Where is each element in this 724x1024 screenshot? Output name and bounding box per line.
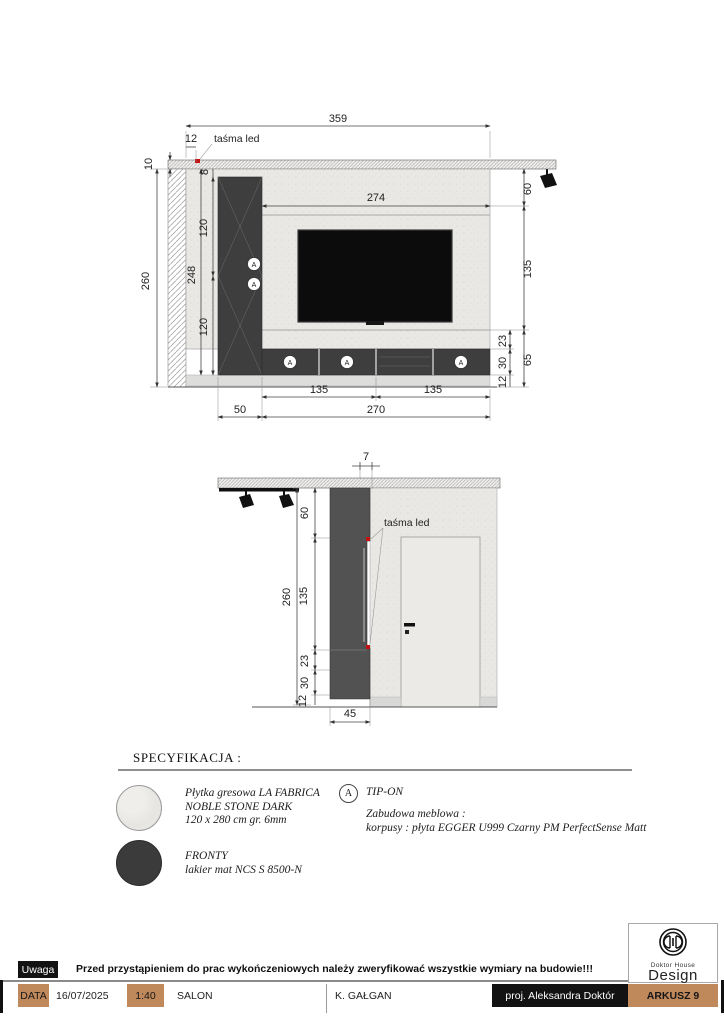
led-strip-dot-top [366,537,370,541]
logo-monogram-icon [656,926,690,958]
leader-line [200,144,212,159]
svg-text:A: A [251,262,257,269]
svg-text:A: A [287,360,293,367]
zabudowa-line2: korpusy : płyta EGGER U999 Czarny PM PerfectSense Matt [366,821,647,834]
dim-column-width: 50 [233,404,247,416]
spotlight-icon [540,169,557,188]
dim-base-total: 65 [522,353,534,367]
ceiling-section [168,160,556,169]
material-stone-line1: Płytka gresowa LA FABRICA [185,787,320,799]
dim-tv-zone-side: 135 [298,586,310,606]
svg-text:A: A [251,282,257,289]
baseboard-left [370,697,401,707]
dim-front-gap: 7 [362,451,370,463]
dim-depth: 45 [343,708,357,720]
frame-tick-right [721,980,724,1013]
plinth [186,375,490,386]
baseboard-right [480,697,497,707]
tipon-marker-base-1 [284,356,297,369]
dim-cab-depth: 30 [299,676,311,690]
tipon-marker-base-2 [341,356,354,369]
logo-box [628,923,718,983]
tasma-led-label-side: taśma led [384,517,430,529]
dim-cabinet-height: 30 [497,356,509,370]
dim-room-height-side: 260 [281,587,293,607]
svg-text:A: A [344,360,350,367]
dim-top-offset-side: 60 [299,506,311,520]
spec-divider [118,769,632,771]
material-swatch-stone [116,785,162,831]
logo-bottom-text: Design [648,967,698,984]
dim-base-width: 270 [366,404,386,416]
tipon-marker-tall-upper [248,258,261,271]
zabudowa-block [366,808,646,835]
material-swatch-fronts [116,840,162,886]
front-elevation [140,113,557,421]
spec-title: SPECYFIKACJA : [133,750,242,765]
client-name: K. GAŁGAN [335,990,392,1002]
scale-badge: 1:40 [127,984,164,1007]
dim-ceiling-height: 10 [143,157,155,171]
dim-total-width: 359 [328,113,348,125]
footer-divider [0,980,718,982]
logo-top-text: Doktor House [650,962,696,969]
door [401,537,480,707]
tipon-legend-letter: A [344,788,353,799]
dim-plinth: 12 [497,375,509,389]
track-light-icon [219,488,299,508]
dim-cab-width-1: 135 [309,384,329,396]
material-stone-desc [185,787,320,828]
dim-plinth-side: 12 [297,694,309,708]
dim-panel-thickness: 12 [184,133,198,145]
dim-room-height: 260 [140,271,152,291]
tasma-led-label: taśma led [214,133,260,145]
wall-section [168,169,186,387]
door-lock [405,630,409,634]
dim-gap-side: 23 [299,654,311,668]
frame-tick-left [0,980,3,1013]
titleblock-separator [326,984,327,1013]
material-fronts-line1: FRONTY [185,850,228,862]
dim-cab-width-2: 135 [423,384,443,396]
tipon-legend-label: TIP-ON [366,786,404,798]
led-strip-dot-bottom [366,645,370,649]
date-value: 16/07/2025 [56,990,109,1002]
tv-stand [366,321,384,325]
sheet-number-badge: ARKUSZ 9 [628,984,718,1007]
warning-text: Przed przystąpieniem do prac wykończeniowych należy zweryfikować wszystkie wymiary na budowie!!! [76,963,593,975]
tv-screen [298,230,452,322]
dim-top-offset: 60 [522,182,534,196]
tall-cabinet [218,177,262,375]
material-fronts-desc [185,850,302,877]
side-section [218,451,500,726]
room-name: SALON [177,990,213,1002]
data-label-badge: DATA [18,984,49,1007]
uwaga-badge: Uwaga [18,961,58,978]
tipon-legend-marker [339,784,358,803]
ceiling-section-side [218,478,500,488]
dim-door-height-upper: 120 [198,218,210,238]
dim-tv-zone: 135 [522,259,534,279]
tipon-marker-tall-lower [248,278,261,291]
dim-niche-width: 274 [366,192,386,204]
dim-door-height-lower: 120 [198,317,210,337]
material-stone-line3: 120 x 280 cm gr. 6mm [185,814,287,826]
dim-gap: 23 [497,334,509,348]
dim-top-gap: 8 [199,168,211,176]
svg-text:A: A [458,360,464,367]
door-handle [404,623,415,627]
dim-column-height: 248 [186,265,198,285]
tipon-marker-base-3 [455,356,468,369]
designer-badge: proj. Aleksandra Doktór [492,984,628,1007]
material-fronts-line2: lakier mat NCS S 8500-N [185,863,302,876]
zabudowa-line1: Zabudowa meblowa : [366,808,466,820]
material-stone-line2: NOBLE STONE DARK [185,800,293,813]
